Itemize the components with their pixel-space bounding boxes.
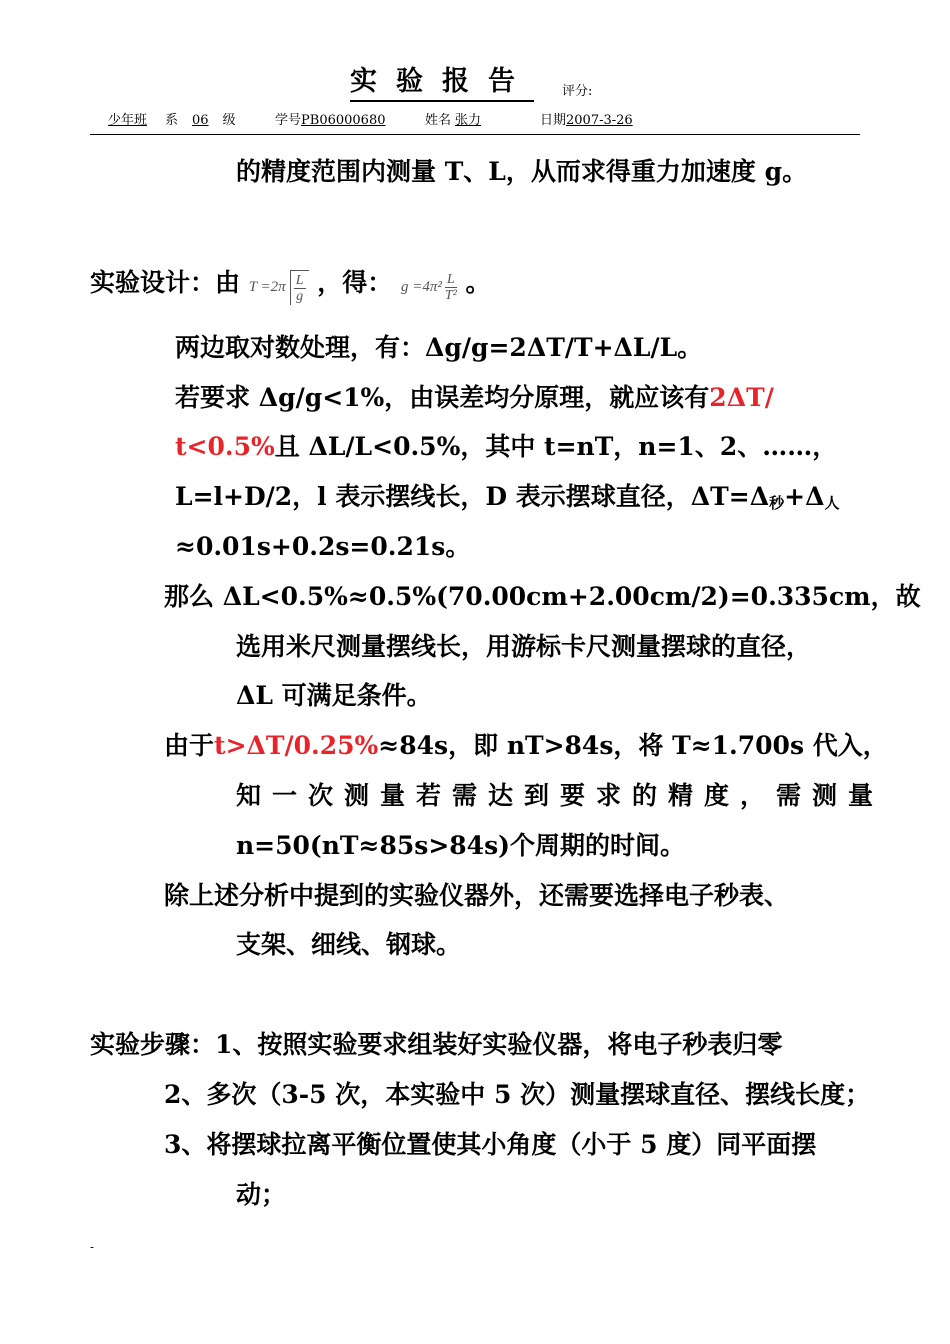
grade-label: 评分:	[562, 84, 593, 99]
student-id-label: 学号	[275, 113, 302, 128]
student-id-value: PB06000680	[301, 113, 386, 128]
period-formula	[248, 273, 309, 305]
sqrt-sign	[290, 270, 309, 305]
formula-fraction	[445, 272, 457, 303]
design-prefix: 实验设计：由	[90, 268, 241, 297]
fraction-denominator: T²	[444, 288, 457, 304]
design-line	[90, 266, 491, 305]
dept-label: 系	[165, 113, 179, 128]
date-field	[540, 112, 673, 130]
step-line: 动；	[236, 1180, 287, 1209]
year-label: 级	[222, 113, 236, 128]
header-rule	[90, 134, 860, 135]
text-line	[164, 729, 888, 763]
highlight-text: t>ΔT/0.25%	[214, 731, 379, 760]
subscript: 人	[824, 494, 840, 512]
fraction-numerator: L	[445, 272, 457, 288]
fraction-numerator: L	[295, 273, 304, 289]
text-line: ≈0.01s+0.2s=0.21s。	[175, 532, 471, 561]
design-end: 。	[465, 268, 491, 297]
name-value: 张力	[455, 113, 482, 128]
class-field	[90, 112, 236, 130]
steps-line: 实验步骤：1、按照实验要求组装好实验仪器，将电子秒表归零	[90, 1030, 783, 1059]
text-line	[175, 480, 840, 520]
footer-mark: -	[90, 1240, 95, 1254]
formula-lhs: g =4π²	[400, 279, 442, 295]
line-text: 由于	[164, 731, 215, 760]
subscript: 秒	[769, 494, 785, 512]
text-line: 知一次测量若需达到要求的精度，需测量	[236, 781, 885, 810]
text-line: 除上述分析中提到的实验仪器外，还需要选择电子秒表、	[164, 881, 790, 910]
name-field	[425, 112, 493, 130]
step-line: 3、将摆球拉离平衡位置使其小角度（小于 5 度）同平面摆	[164, 1130, 817, 1159]
line-text: 若要求 Δg/g<1%，由误差均分原理，就应该有	[175, 383, 710, 412]
highlight-text: 2ΔT/	[709, 383, 774, 412]
gravity-formula	[400, 272, 457, 304]
text-line: n=50(nT≈85s>84s)个周期的时间。	[236, 831, 685, 860]
fraction-denominator: g	[296, 289, 304, 305]
name-label: 姓名	[425, 113, 452, 128]
text-line: 选用米尺测量摆线长，用游标卡尺测量摆球的直径，	[236, 632, 812, 661]
formula-lhs: T =2π	[248, 279, 286, 295]
text-line: 的精度范围内测量 T、L，从而求得重力加速度 g。	[236, 157, 808, 186]
text-line: 支架、细线、钢球。	[236, 930, 462, 959]
line-text: 且 ΔL/L<0.5%，其中 t=nT，n=1、2、……，	[274, 432, 838, 461]
text-line: 那么 ΔL<0.5%≈0.5%(70.00cm+2.00cm/2)=0.335cm，故	[164, 582, 921, 611]
report-title: 实验报告	[350, 66, 534, 102]
step-line: 2、多次（3-5 次，本实验中 5 次）测量摆球直径、摆线长度；	[164, 1080, 871, 1109]
highlight-text: t<0.5%	[175, 432, 275, 461]
date-value: 2007-3-26	[566, 113, 633, 128]
text-line: 两边取对数处理，有：Δg/g=2ΔT/T+ΔL/L。	[175, 333, 703, 362]
text-line: ΔL 可满足条件。	[236, 681, 432, 710]
year-value: 06	[192, 113, 209, 128]
line-text: ≈84s，即 nT>84s，将 T≈1.700s 代入，	[378, 731, 888, 760]
line-text: L=l+D/2，l 表示摆线长，D 表示摆球直径，ΔT=Δ	[175, 482, 770, 511]
text-line	[175, 381, 774, 415]
line-text: +Δ	[784, 482, 825, 511]
class-name: 少年班	[108, 113, 148, 128]
formula-fraction	[294, 273, 306, 304]
date-label: 日期	[540, 113, 567, 128]
text-line	[175, 430, 837, 464]
student-id-field	[275, 112, 393, 130]
design-mid: ，得：	[317, 268, 393, 297]
